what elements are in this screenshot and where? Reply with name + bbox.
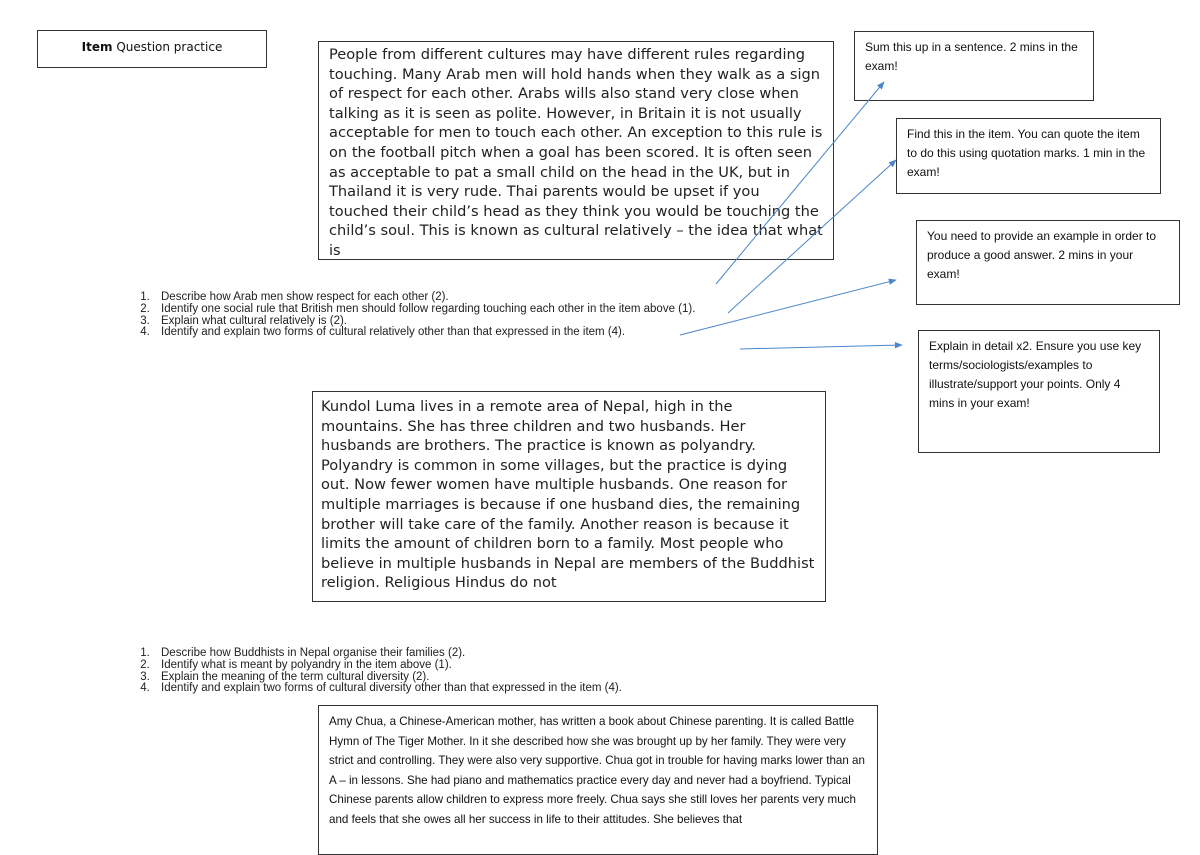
question-item: 2. Identify what is meant by polyandry in the item above (1). xyxy=(153,660,913,672)
note-text-3: You need to provide an example in order to produce a good answer. 2 mins in your exam! xyxy=(927,229,1157,281)
question-item: 3. Explain the meaning of the term cultural diversity (2). xyxy=(153,672,913,684)
passage-text-2: Kundol Luma lives in a remote area of Nepal, high in the mountains. She has three children and two husbands. Her husbands are brothers. The practice is known as polyandry. Polyandry is common in some villages, but the practice is dying out. Now fewer women have multiple husbands. One reason for multiple marriages is because if one husband dies, the remaining brother will take care of the family. Another reason is because it limits the amount of children born to a family. Most people who believe in multiple husbands in Nepal are members of the Buddhist religion. Religious Hindus do not xyxy=(321,398,815,592)
note-text-4: Explain in detail x2. Ensure you use key terms/sociologists/examples to illustrate/support your points. Only 4 mins in your exam! xyxy=(929,339,1142,410)
question-item: 3. Explain what cultural relatively is (2). xyxy=(153,316,913,328)
title-bold: Item xyxy=(81,40,113,54)
note-text-2: Find this in the item. You can quote the item to do this using quotation marks. 1 min in the exam! xyxy=(907,127,1146,179)
question-item: 1. Describe how Arab men show respect for each other (2). xyxy=(153,292,913,304)
passage-text-3: Amy Chua, a Chinese-American mother, has written a book about Chinese parenting. It is called Battle Hymn of The Tiger Mother. In it she described how she was brought up by her family. They were very strict and controlling. They were also very supportive. Chua got in trouble for having marks lower than an A – in lessons. She had piano and mathematics practice every day and never had a boyfriend. Typical Chinese parents allow children to express more freely. Chua says she still loves her parents very much and feels that she owes all her success in life to their attitudes. She believes that xyxy=(329,715,865,826)
arrow-line-3 xyxy=(680,280,896,335)
note-text-1: Sum this up in a sentence. 2 mins in the exam! xyxy=(865,40,1078,73)
arrow-line-2 xyxy=(728,160,896,313)
question-item: 4. Identify and explain two forms of cultural diversity other than that expressed in the item (4). xyxy=(153,683,913,695)
question-item: 2. Identify one social rule that British men should follow regarding touching each other in the item above (1). xyxy=(153,304,913,316)
arrow-line-1 xyxy=(716,82,884,284)
passage-text-1: People from different cultures may have different rules regarding touching. Many Arab men will hold hands when they walk as a sign of respect for each other. Arabs wills also stand very close when talking as it is seen as polite. However, in Britain it is not usually acceptable for men to touch each other. An exception to this rule is on the football pitch when a goal has been scored. It is often seen as acceptable to pat a small child on the head in the UK, but in Thailand it is very rude. Thai parents would be upset if you touched their child’s head as they think you would be touching the child’s soul. This is known as cultural relatively – the idea that what is xyxy=(329,46,823,259)
arrow-line-4 xyxy=(740,345,902,349)
question-item: 4. Identify and explain two forms of cultural relatively other than that expressed in the item (4). xyxy=(153,327,913,339)
title-rest: Question practice xyxy=(112,40,223,54)
question-item: 1. Describe how Buddhists in Nepal organise their families (2). xyxy=(153,648,913,660)
